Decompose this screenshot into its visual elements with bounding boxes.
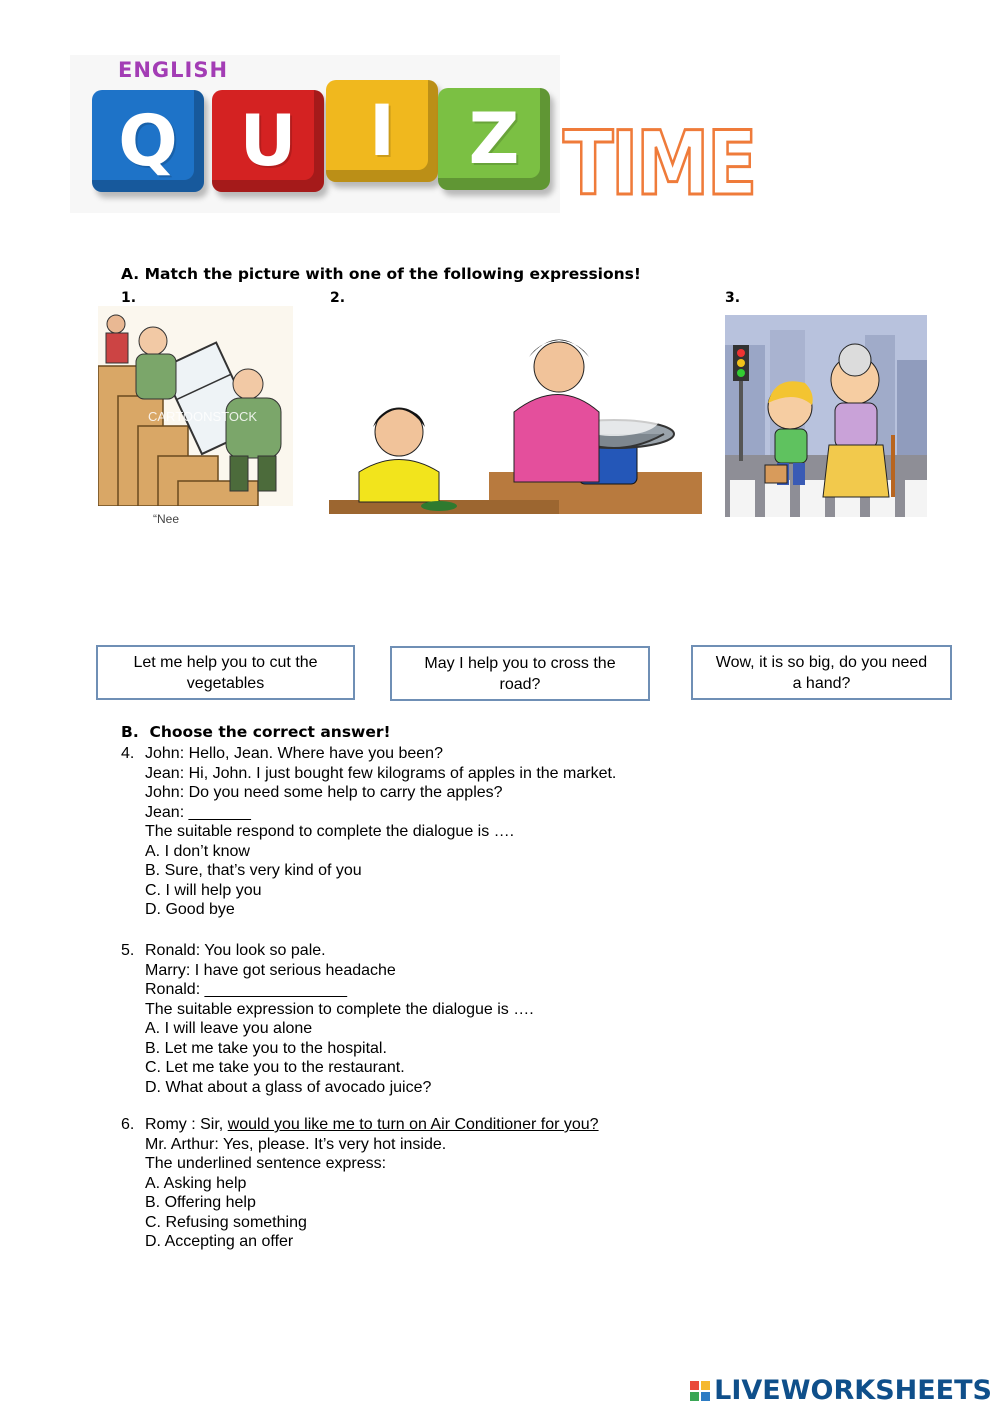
- q6-line-1: [145, 1115, 599, 1135]
- liveworksheets-wordmark: LIVEWORKSHEETS: [714, 1375, 992, 1406]
- question-4-number: 4.: [121, 745, 135, 762]
- q4-prompt: The suitable respond to complete the dialogue is ….: [145, 823, 515, 840]
- question-4: [145, 744, 616, 920]
- q5-line-3: Ronald: ________________: [145, 981, 347, 998]
- cube-z: [438, 88, 550, 190]
- q5-line-2: Marry: I have got serious headache: [145, 961, 396, 979]
- question-6-number: 6.: [121, 1116, 135, 1133]
- q6-line-2: Mr. Arthur: Yes, please. It’s very hot inside.: [145, 1135, 447, 1153]
- q6-option-d[interactable]: D. Accepting an offer: [145, 1233, 294, 1250]
- cooking-illustration: [329, 322, 702, 514]
- question-5-number: 5.: [121, 942, 135, 959]
- q4-option-b[interactable]: B. Sure, that’s very kind of you: [145, 862, 362, 879]
- answer-box-cross-road[interactable]: [390, 646, 650, 701]
- q6-option-c[interactable]: C. Refusing something: [145, 1213, 307, 1231]
- q6-option-b[interactable]: B. Offering help: [145, 1194, 256, 1211]
- picture-number-2: 2.: [330, 290, 346, 306]
- answer-box-cut-vegetables[interactable]: [96, 645, 355, 700]
- logo-square-e: [701, 1392, 710, 1401]
- q6-prefix: Romy : Sir,: [145, 1116, 228, 1133]
- cube-i: [326, 80, 438, 182]
- q4-option-d[interactable]: D. Good bye: [145, 901, 235, 918]
- cube-u: [212, 90, 324, 192]
- picture-1-cartoon-movers: [98, 306, 293, 506]
- q4-line-4: Jean: _______: [145, 803, 251, 821]
- picture-number-3: 3.: [725, 290, 741, 306]
- answer-box-need-a-hand[interactable]: [691, 645, 952, 700]
- section-b-heading: B. Choose the correct answer!: [121, 723, 391, 741]
- q4-line-3: John: Do you need some help to carry the apples?: [145, 784, 503, 801]
- cube-u-letter: U: [239, 100, 297, 182]
- cube-q: [92, 90, 204, 192]
- cube-z-letter: Z: [468, 98, 520, 180]
- logo-square-v: [690, 1392, 699, 1401]
- cartoonstock-watermark: CARTOONSTOCK: [148, 409, 258, 424]
- q5-prompt: The suitable expression to complete the dialogue is ….: [145, 1000, 534, 1018]
- picture-3-crossing-road: [725, 315, 927, 517]
- answer-box-need-a-hand-text: Wow, it is so big, do you need a hand?: [715, 653, 928, 692]
- q5-option-b[interactable]: B. Let me take you to the hospital.: [145, 1039, 387, 1057]
- logo-square-i: [701, 1381, 710, 1390]
- logo-time-word: TIME: [563, 112, 755, 215]
- question-5: [145, 941, 534, 1097]
- picture-1-caption: “Nee: [153, 512, 180, 526]
- answer-box-cross-road-text: May I help you to cross the road?: [424, 654, 616, 693]
- logo-square-l: [690, 1381, 699, 1390]
- q5-line-1: Ronald: You look so pale.: [145, 942, 326, 959]
- section-a-heading: A. Match the picture with one of the following expressions!: [121, 265, 641, 283]
- movers-illustration: [98, 306, 293, 506]
- liveworksheets-brand: [690, 1375, 992, 1406]
- picture-number-1: 1.: [121, 290, 137, 306]
- q6-prompt: The underlined sentence express:: [145, 1155, 387, 1172]
- q5-option-a[interactable]: A. I will leave you alone: [145, 1020, 313, 1037]
- answer-box-cut-vegetables-text: Let me help you to cut the vegetables: [133, 653, 318, 692]
- logo-english-word: ENGLISH: [118, 58, 229, 82]
- cube-i-letter: I: [368, 90, 396, 172]
- q5-option-c[interactable]: C. Let me take you to the restaurant.: [145, 1059, 405, 1076]
- q4-option-a[interactable]: A. I don’t know: [145, 842, 250, 860]
- q5-option-d[interactable]: D. What about a glass of avocado juice?: [145, 1078, 432, 1096]
- q4-option-c[interactable]: C. I will help you: [145, 881, 262, 899]
- q4-line-1: John: Hello, Jean. Where have you been?: [145, 745, 443, 762]
- q4-line-2: Jean: Hi, John. I just bought few kilograms of apples in the market.: [145, 764, 617, 782]
- liveworksheets-logo-icon: [690, 1381, 710, 1401]
- q6-option-a[interactable]: A. Asking help: [145, 1174, 247, 1192]
- cube-q-letter: Q: [118, 100, 178, 182]
- question-6: [145, 1115, 599, 1252]
- q6-underlined-sentence: would you like me to turn on Air Conditioner for you?: [227, 1116, 599, 1133]
- picture-2-cooking: [329, 322, 702, 514]
- crossing-illustration: [725, 315, 927, 517]
